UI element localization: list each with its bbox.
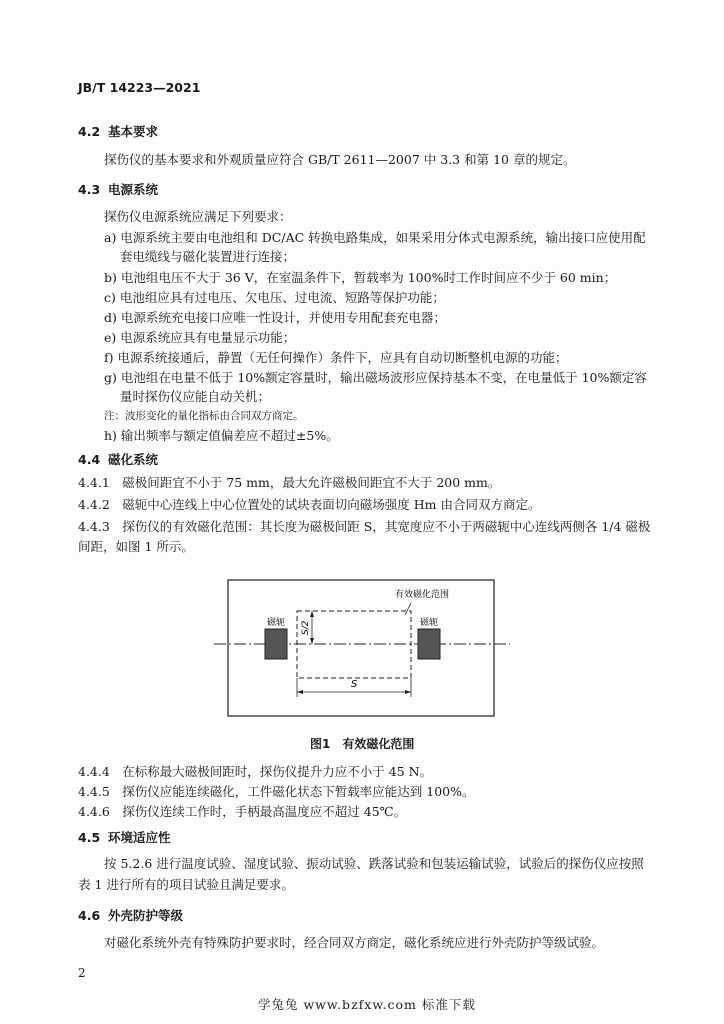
standard-number: JB/T 14223—2021	[78, 80, 201, 95]
clause-4-4-3: 4.4.3 探伤仪的有效磁化范围：其长度为磁极间距 S，其宽度应不小于两磁轭中心连线两侧各 1/4 磁极	[78, 519, 651, 534]
clause-4-4-6: 4.4.6 探伤仪连续工作时，手柄最高温度应不超过 45℃。	[78, 804, 407, 819]
clause-4-4-3-continuation: 间距，如图 1 所示。	[78, 539, 194, 554]
dimension-arrow	[310, 638, 314, 644]
list-item: f) 电源系统接通后，静置（无任何操作）条件下，应具有自动切断整机电源的功能；	[104, 350, 568, 365]
section-4-4-heading	[78, 450, 158, 468]
half-width-label: S/2	[301, 620, 311, 635]
right-yoke-label: 磁轭	[419, 618, 439, 628]
effective-range-rectangle	[297, 611, 411, 678]
note: 注：波形变化的量化指标由合同双方商定。	[104, 410, 304, 422]
list-item: c) 电池组应具有过电压、欠电压、过电流、短路等保护功能；	[104, 290, 445, 305]
section-number: 4.3	[78, 182, 101, 197]
section-title: 基本要求	[108, 124, 159, 139]
list-item: b) 电池组电压不大于 36 V，在室温条件下，暂载率为 100%时工作时间应不少于 60 min；	[104, 270, 617, 285]
list-item: g) 电池组在电量不低于 10%额定容量时，输出磁场波形应保持基本不变，在电量低于 10%额定容	[104, 370, 647, 385]
paragraph: 探伤仪的基本要求和外观质量应符合 GB/T 2611—2007 中 3.3 和第 10 章的规定。	[104, 152, 576, 167]
paragraph: 探伤仪电源系统应满足下列要求：	[104, 209, 292, 224]
section-4-2-heading	[78, 122, 158, 140]
clause-4-4-4: 4.4.4 在标称最大磁极间距时，探伤仪提升力应不小于 45 N。	[78, 764, 433, 779]
page-number: 2	[78, 966, 86, 980]
paragraph: 按 5.2.6 进行温度试验、湿度试验、振动试验、跌落试验和包装运输试验，试验后的探伤仪应按照	[104, 856, 644, 871]
section-title: 磁化系统	[108, 452, 159, 467]
section-title: 外壳防护等级	[108, 908, 184, 923]
list-item: h) 输出频率与额定值偏差应不超过±5%。	[104, 428, 339, 443]
left-yoke-block	[265, 629, 287, 659]
left-yoke-label: 磁轭	[266, 618, 286, 628]
section-number: 4.6	[78, 908, 101, 923]
list-item: e) 电源系统应具有电量显示功能；	[104, 330, 296, 345]
section-title: 电源系统	[108, 182, 159, 197]
list-item-continuation: 套电缆线与磁化装置进行连接；	[120, 249, 296, 264]
paragraph-continuation: 表 1 进行所有的项目试验且满足要求。	[78, 877, 294, 892]
footer-watermark: 学兔兔 www.bzfxw.com 标准下载	[258, 997, 476, 1012]
dimension-arrow	[405, 690, 411, 694]
effective-range-label: 有效磁化范围	[395, 590, 450, 600]
clause-4-4-5: 4.4.5 探伤仪应能连续磁化，工件磁化状态下暂载率应能达到 100%。	[78, 784, 475, 799]
paragraph: 对磁化系统外壳有特殊防护要求时，经合同双方商定，磁化系统应进行外壳防护等级试验。	[104, 935, 605, 950]
figure-caption: 图1 有效磁化范围	[310, 737, 415, 751]
dimension-arrow	[297, 690, 303, 694]
section-4-6-heading	[78, 906, 183, 924]
section-title: 环境适应性	[108, 830, 171, 845]
section-number: 4.4	[78, 452, 101, 467]
list-item: a) 电源系统主要由电池组和 DC/AC 转换电路集成，如果采用分体式电源系统，输出接口应使用配	[104, 230, 646, 245]
section-4-5-heading	[78, 828, 171, 846]
right-yoke-block	[418, 629, 440, 659]
clause-4-4-1: 4.4.1 磁极间距宜不小于 75 mm，最大允许磁极间距宜不大于 200 mm。	[78, 475, 501, 490]
clause-4-4-2: 4.4.2 磁轭中心连线上中心位置处的试块表面切向磁场强度 Hm 由合同双方商定。	[78, 497, 541, 512]
label-leader-line	[405, 603, 411, 615]
length-label: S	[350, 679, 358, 690]
list-item: d) 电源系统充电接口应唯一性设计，并使用专用配套充电器；	[104, 310, 446, 325]
list-item-continuation: 量时探伤仪应能自动关机；	[120, 389, 271, 404]
figure-effective-range-diagram	[200, 575, 530, 725]
dimension-arrow	[310, 611, 314, 617]
section-number: 4.5	[78, 830, 101, 845]
section-4-3-heading	[78, 180, 158, 198]
section-number: 4.2	[78, 124, 101, 139]
